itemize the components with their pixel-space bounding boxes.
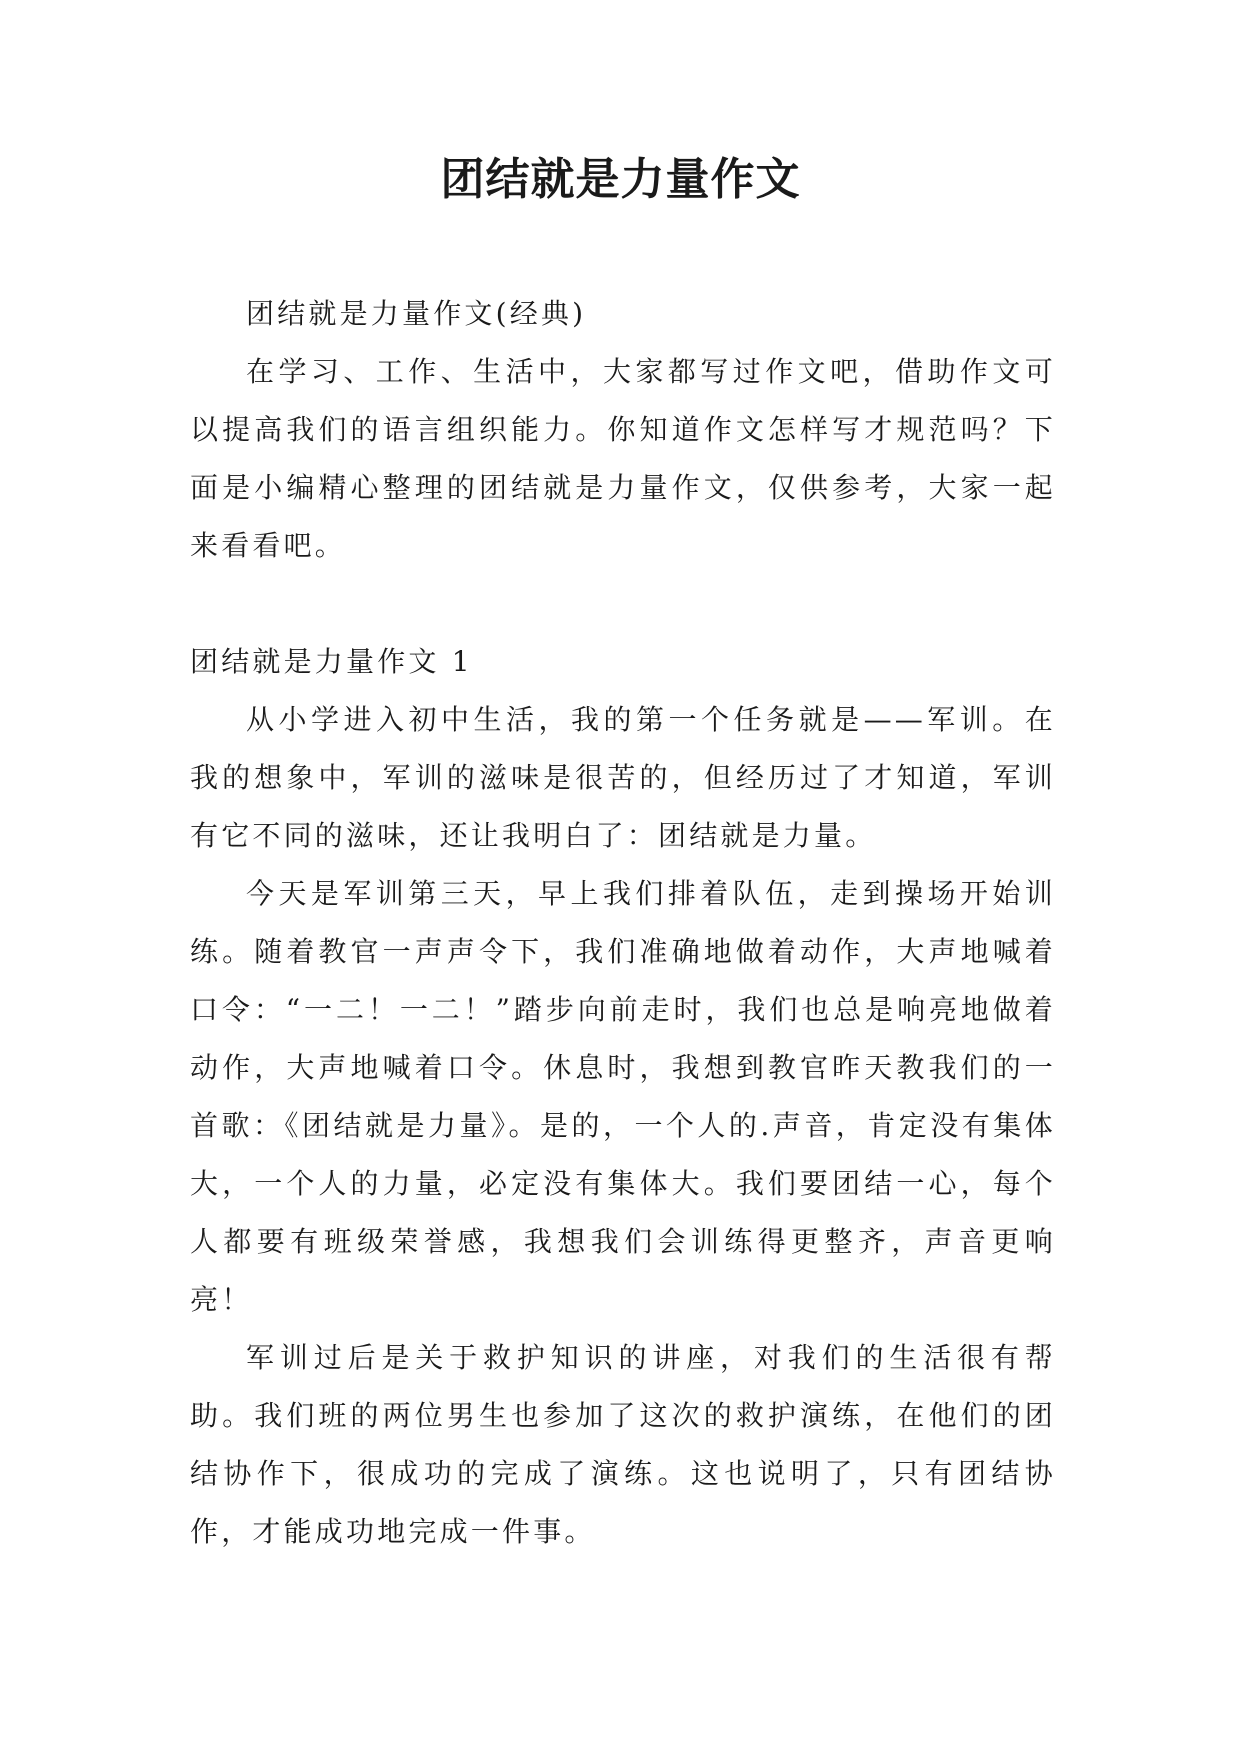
document-body <box>190 285 1056 1561</box>
section-paragraph-3: 军训过后是关于救护知识的讲座，对我们的生活很有帮助。我们班的两位男生也参加了这次的救护演练，在他们的团结协作下，很成功的完成了演练。这也说明了，只有团结协作，才能成功地完成一件事。 <box>190 1341 1056 1548</box>
intro-paragraph: 在学习、工作、生活中，大家都写过作文吧，借助作文可以提高我们的语言组织能力。你知道作文怎样写才规范吗？下面是小编精心整理的团结就是力量作文，仅供参考，大家一起来看看吧。 <box>190 355 1056 562</box>
section-paragraph-2: 今天是军训第三天，早上我们排着队伍，走到操场开始训练。随着教官一声声令下，我们准确地做着动作，大声地喊着口令：“一二！一二！”踏步向前走时，我们也总是响亮地做着动作，大声地喊着口令。休息时，我想到教官昨天教我们的一首歌：《团结就是力量》。是的，一个人的.声音，肯定没有集体大，一个人的力量，必定没有集体大。我们要团结一心，每个人都要有班级荣誉感，我想我们会训练得更整齐，声音更响亮！ <box>190 877 1056 1316</box>
section-paragraph-1: 从小学进入初中生活，我的第一个任务就是——军训。在我的想象中，军训的滋味是很苦的，但经历过了才知道，军训有它不同的滋味，还让我明白了：团结就是力量。 <box>190 703 1056 852</box>
document-title: 团结就是力量作文 <box>440 154 801 205</box>
section-heading: 团结就是力量作文 1 <box>190 645 473 678</box>
intro-heading: 团结就是力量作文(经典) <box>246 297 587 330</box>
